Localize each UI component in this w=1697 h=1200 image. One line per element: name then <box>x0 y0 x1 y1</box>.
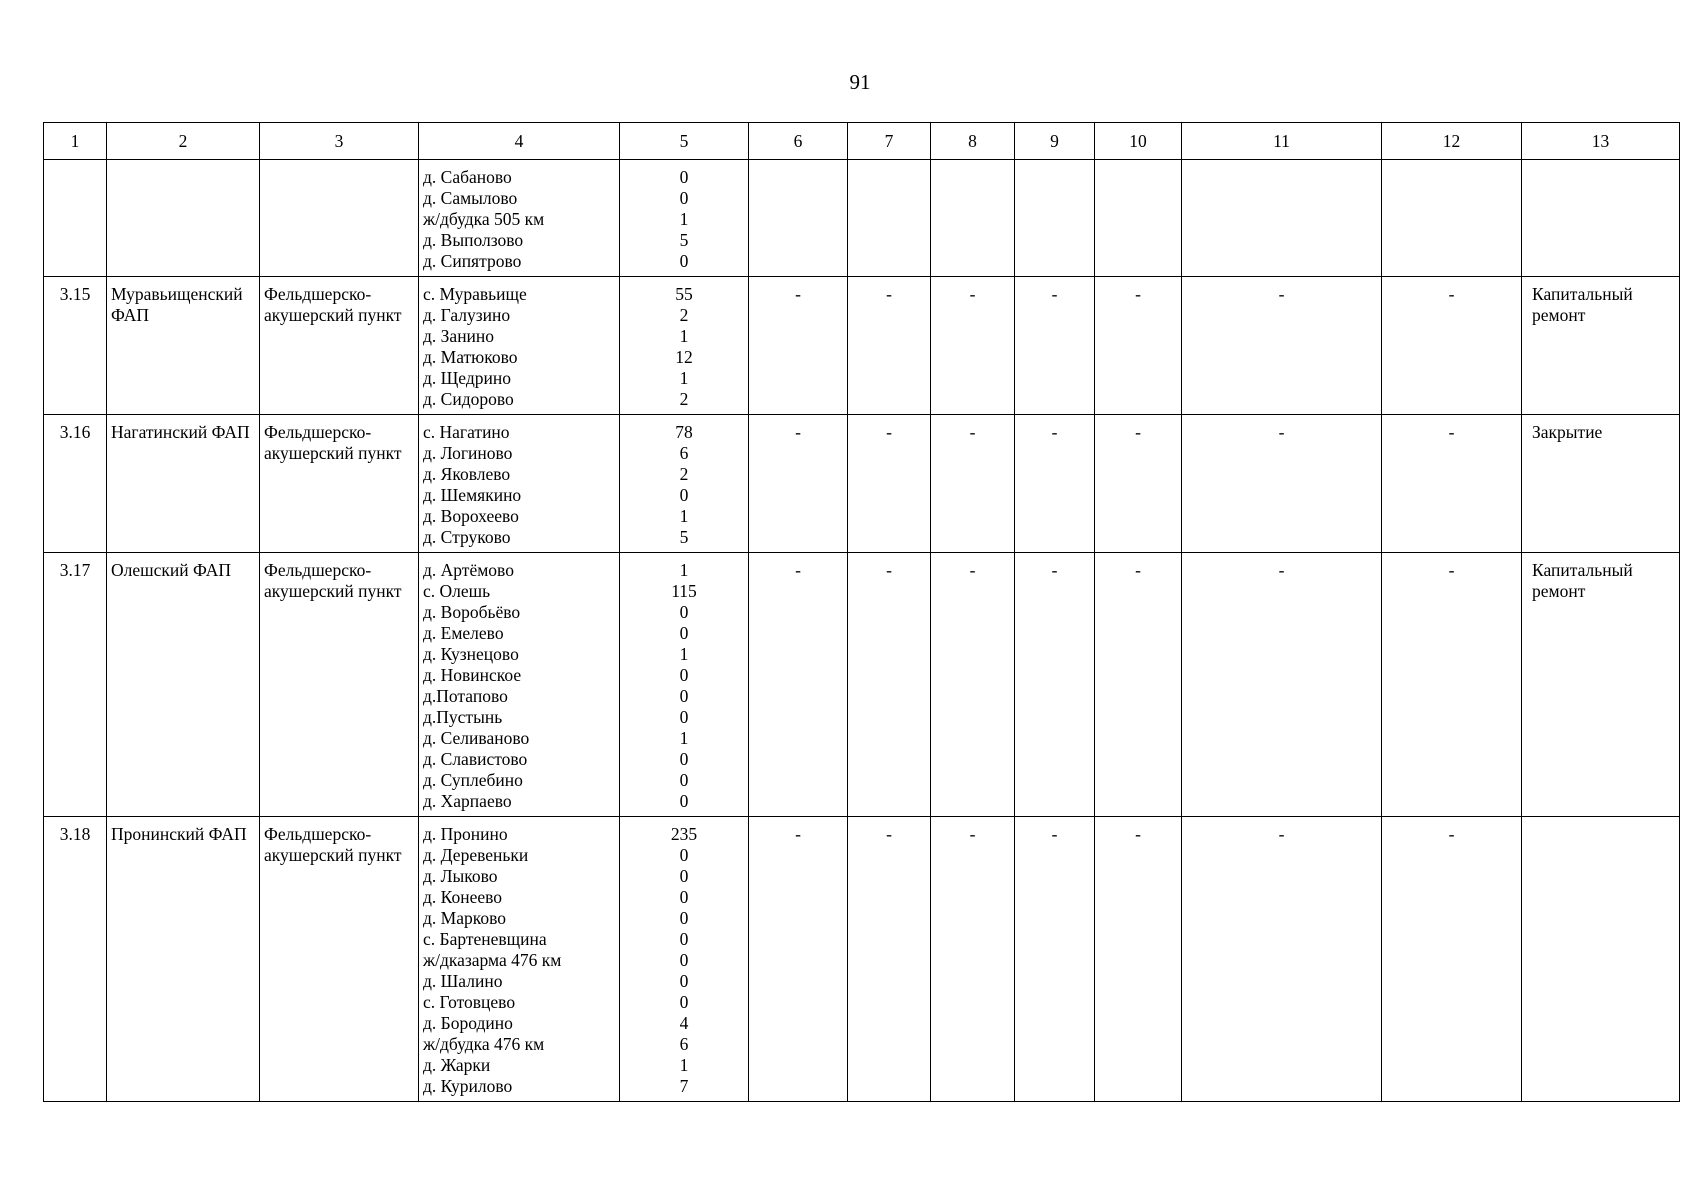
facility-name: Пронинский ФАП <box>107 817 260 1102</box>
row-number: 3.18 <box>44 817 107 1102</box>
cell-col-9: - <box>1015 415 1095 553</box>
population-list <box>620 553 749 817</box>
population-value: 0 <box>679 188 689 208</box>
settlement-name: д. Курилово <box>423 1076 513 1096</box>
population-value: 2 <box>679 464 689 484</box>
table-row <box>44 277 1680 415</box>
planned-action-note: Капитальный ремонт <box>1522 277 1680 415</box>
column-header-4: 4 <box>419 123 620 160</box>
settlements-list <box>419 160 620 277</box>
settlement-name: с. Муравьище <box>423 284 527 304</box>
table-row <box>44 817 1680 1102</box>
population-value: 1 <box>679 506 689 526</box>
settlement-name: д. Деревеньки <box>423 845 529 865</box>
column-header-3: 3 <box>260 123 419 160</box>
column-header-12: 12 <box>1382 123 1522 160</box>
cell-col-12: - <box>1382 415 1522 553</box>
facility-type: Фельдшерско-акушерский пункт <box>260 277 419 415</box>
cell-col-8: - <box>931 553 1015 817</box>
settlement-name: д. Емелево <box>423 623 504 643</box>
settlement-name: д. Яковлево <box>423 464 511 484</box>
population-value: 1 <box>679 209 689 229</box>
cell-col-11 <box>1182 160 1382 277</box>
cell-col-11: - <box>1182 817 1382 1102</box>
settlement-name: д. Харпаево <box>423 791 512 811</box>
column-header-5: 5 <box>620 123 749 160</box>
settlement-name: д. Славистово <box>423 749 528 769</box>
settlement-name: ж/дбудка 505 км <box>423 209 545 229</box>
facility-type <box>260 160 419 277</box>
row-number: 3.17 <box>44 553 107 817</box>
settlement-name: д. Суплебино <box>423 770 523 790</box>
population-value: 0 <box>679 992 689 1012</box>
settlements-list <box>419 553 620 817</box>
facility-name <box>107 160 260 277</box>
row-number <box>44 160 107 277</box>
population-value: 78 <box>675 422 693 442</box>
table-body <box>44 123 1680 1102</box>
cell-col-6: - <box>749 415 848 553</box>
population-value: 0 <box>679 950 689 970</box>
population-list <box>620 277 749 415</box>
settlement-name: д. Самылово <box>423 188 518 208</box>
population-value: 0 <box>679 770 689 790</box>
cell-col-7: - <box>848 415 931 553</box>
column-header-13: 13 <box>1522 123 1680 160</box>
table-row <box>44 415 1680 553</box>
settlement-name: д. Артёмово <box>423 560 514 580</box>
settlement-name: д. Пронино <box>423 824 508 844</box>
population-value: 0 <box>679 602 689 622</box>
cell-col-7 <box>848 160 931 277</box>
settlement-name: д. Лыково <box>423 866 498 886</box>
population-value: 55 <box>675 284 693 304</box>
cell-col-10 <box>1095 160 1182 277</box>
settlement-name: д. Новинское <box>423 665 522 685</box>
cell-col-6: - <box>749 817 848 1102</box>
population-value: 5 <box>679 230 689 250</box>
planned-action-note <box>1522 160 1680 277</box>
population-value: 0 <box>679 845 689 865</box>
row-number: 3.15 <box>44 277 107 415</box>
facilities-table <box>43 122 1680 1102</box>
population-value: 2 <box>679 305 689 325</box>
settlement-name: д. Логиново <box>423 443 513 463</box>
page-number: 91 <box>849 70 871 94</box>
cell-col-6 <box>749 160 848 277</box>
population-value: 1 <box>679 728 689 748</box>
table-row <box>44 160 1680 277</box>
cell-col-7: - <box>848 277 931 415</box>
population-value: 0 <box>679 929 689 949</box>
cell-col-10: - <box>1095 817 1182 1102</box>
population-value: 235 <box>670 824 698 844</box>
settlement-name: д.Пустынь <box>423 707 503 727</box>
population-value: 0 <box>679 251 689 271</box>
settlement-name: д. Матюково <box>423 347 518 367</box>
settlement-name: д. Струково <box>423 527 511 547</box>
settlement-name: д. Сидорово <box>423 389 514 409</box>
cell-col-8: - <box>931 277 1015 415</box>
population-value: 115 <box>671 581 697 601</box>
population-value: 4 <box>679 1013 689 1033</box>
cell-col-10: - <box>1095 277 1182 415</box>
facility-type: Фельдшерско-акушерский пункт <box>260 817 419 1102</box>
settlement-name: д. Воробьёво <box>423 602 521 622</box>
table-row <box>44 553 1680 817</box>
cell-col-12: - <box>1382 277 1522 415</box>
settlement-name: д. Сабаново <box>423 167 512 187</box>
population-value: 0 <box>679 866 689 886</box>
population-value: 0 <box>679 485 689 505</box>
population-value: 1 <box>679 326 689 346</box>
population-value: 1 <box>679 1055 689 1075</box>
population-value: 1 <box>679 560 689 580</box>
settlement-name: д. Марково <box>423 908 506 928</box>
settlements-list <box>419 415 620 553</box>
settlement-name: с. Готовцево <box>423 992 516 1012</box>
planned-action-note: Закрытие <box>1522 415 1680 553</box>
facility-type: Фельдшерско-акушерский пункт <box>260 415 419 553</box>
column-header-9: 9 <box>1015 123 1095 160</box>
population-value: 2 <box>679 389 689 409</box>
population-list <box>620 160 749 277</box>
column-header-6: 6 <box>749 123 848 160</box>
cell-col-12: - <box>1382 817 1522 1102</box>
column-header-1: 1 <box>44 123 107 160</box>
settlement-name: д. Бородино <box>423 1013 513 1033</box>
settlement-name: д. Селиваново <box>423 728 530 748</box>
population-value: 0 <box>679 908 689 928</box>
cell-col-11: - <box>1182 277 1382 415</box>
facility-name: Нагатинский ФАП <box>107 415 260 553</box>
settlement-name: д.Потапово <box>423 686 508 706</box>
cell-col-11: - <box>1182 415 1382 553</box>
population-value: 1 <box>679 368 689 388</box>
facility-name: Муравьищенский ФАП <box>107 277 260 415</box>
population-value: 0 <box>679 791 689 811</box>
facility-name: Олешский ФАП <box>107 553 260 817</box>
cell-col-9: - <box>1015 553 1095 817</box>
settlement-name: с. Олешь <box>423 581 491 601</box>
settlement-name: д. Щедрино <box>423 368 511 388</box>
cell-col-12 <box>1382 160 1522 277</box>
cell-col-9: - <box>1015 817 1095 1102</box>
facility-type: Фельдшерско-акушерский пункт <box>260 553 419 817</box>
population-value: 0 <box>679 707 689 727</box>
column-header-11: 11 <box>1182 123 1382 160</box>
column-header-7: 7 <box>848 123 931 160</box>
settlement-name: д. Конеево <box>423 887 502 907</box>
cell-col-9: - <box>1015 277 1095 415</box>
population-value: 0 <box>679 686 689 706</box>
settlement-name: с. Нагатино <box>423 422 510 442</box>
population-value: 0 <box>679 971 689 991</box>
cell-col-8 <box>931 160 1015 277</box>
cell-col-8: - <box>931 415 1015 553</box>
column-number-header-row <box>44 123 1680 160</box>
planned-action-note: Капитальный ремонт <box>1522 553 1680 817</box>
settlements-list <box>419 817 620 1102</box>
population-value: 0 <box>679 665 689 685</box>
population-value: 0 <box>679 623 689 643</box>
cell-col-8: - <box>931 817 1015 1102</box>
settlement-name: д. Занино <box>423 326 495 346</box>
population-list <box>620 817 749 1102</box>
row-number: 3.16 <box>44 415 107 553</box>
population-value: 6 <box>679 443 689 463</box>
planned-action-note <box>1522 817 1680 1102</box>
population-value: 0 <box>679 887 689 907</box>
settlement-name: д. Галузино <box>423 305 511 325</box>
population-value: 12 <box>675 347 693 367</box>
cell-col-6: - <box>749 277 848 415</box>
population-value: 6 <box>679 1034 689 1054</box>
settlement-name: д. Шемякино <box>423 485 522 505</box>
settlement-name: с. Бартеневщина <box>423 929 547 949</box>
column-header-2: 2 <box>107 123 260 160</box>
population-list <box>620 415 749 553</box>
population-value: 7 <box>679 1076 689 1096</box>
population-value: 5 <box>679 527 689 547</box>
cell-col-11: - <box>1182 553 1382 817</box>
cell-col-6: - <box>749 553 848 817</box>
population-value: 0 <box>679 167 689 187</box>
cell-col-7: - <box>848 817 931 1102</box>
cell-col-10: - <box>1095 415 1182 553</box>
settlement-name: ж/дказарма 476 км <box>423 950 562 970</box>
cell-col-10: - <box>1095 553 1182 817</box>
settlement-name: д. Сипятрово <box>423 251 522 271</box>
settlement-name: д. Жарки <box>423 1055 491 1075</box>
settlement-name: ж/дбудка 476 км <box>423 1034 545 1054</box>
settlement-name: д. Выползово <box>423 230 524 250</box>
settlements-list <box>419 277 620 415</box>
column-header-8: 8 <box>931 123 1015 160</box>
population-value: 0 <box>679 749 689 769</box>
cell-col-9 <box>1015 160 1095 277</box>
cell-col-12: - <box>1382 553 1522 817</box>
column-header-10: 10 <box>1095 123 1182 160</box>
population-value: 1 <box>679 644 689 664</box>
settlement-name: д. Шалино <box>423 971 503 991</box>
settlement-name: д. Ворохеево <box>423 506 519 526</box>
cell-col-7: - <box>848 553 931 817</box>
settlement-name: д. Кузнецово <box>423 644 519 664</box>
